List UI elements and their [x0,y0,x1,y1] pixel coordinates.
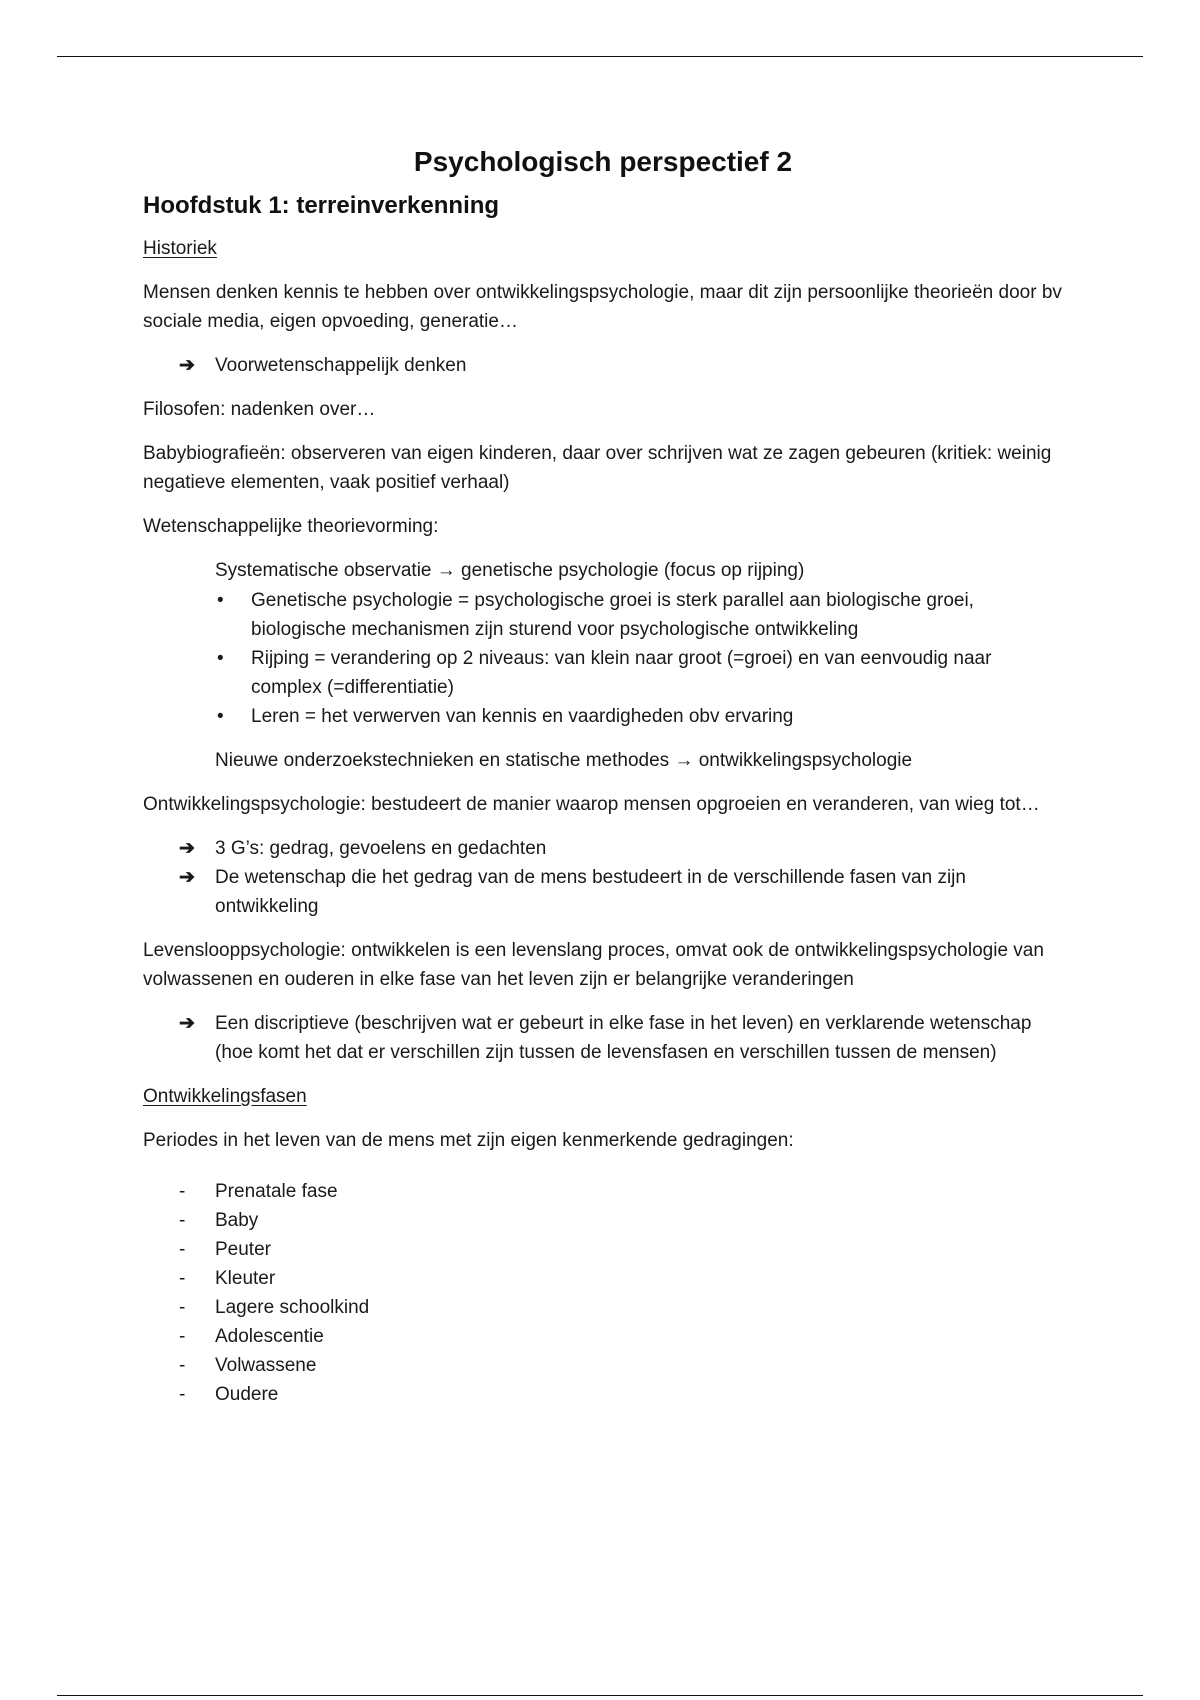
arrow-item-text: Voorwetenschappelijk denken [215,355,467,376]
phase-item-text: Kleuter [215,1268,276,1289]
arrow-item [143,1009,1063,1067]
dash-icon: - [179,1239,186,1260]
phase-list [143,1177,1063,1409]
dash-icon: - [179,1384,186,1405]
arrow-list-2 [143,834,1063,921]
bullet-item [215,702,1063,731]
arrow-item [143,834,1063,863]
bullet-icon: • [217,648,224,669]
arrow-item [143,351,1063,380]
paragraph-wetenschappelijk: Wetenschappelijke theorievorming: [143,516,439,537]
bullet-icon: • [217,590,224,611]
phase-item [143,1351,1063,1380]
phase-item [143,1380,1063,1409]
arrow-right-icon: ➔ [179,838,195,859]
bullet-list [215,586,1063,731]
phase-item [143,1293,1063,1322]
phase-item-text: Oudere [215,1384,279,1405]
arrow-list-3 [143,1009,1063,1067]
paragraph-intro: Mensen denken kennis te hebben over ontwikkelingspsychologie, maar dit zijn persoonlijke theorieën door bv sociale media, eigen opvoeding, generatie… [143,282,1062,332]
section-heading-ontwikkelingsfasen: Ontwikkelingsfasen [143,1086,307,1107]
bullet-icon: • [217,706,224,727]
footer-rule [57,1695,1143,1696]
paragraph-levensloop: Levenslooppsychologie: ontwikkelen is een levenslang proces, omvat ook de ontwikkelingspsychologie van volwassenen en ouderen in elke fase van het leven zijn er belangrijke veranderingen [143,940,1044,990]
header-rule [57,56,1143,57]
arrow-item-text: 3 G’s: gedrag, gevoelens en gedachten [215,838,547,859]
bullet-item-text: Genetische psychologie = psychologische groei is sterk parallel aan biologische groei, biologische mechanismen zijn sturend voor psychologische ontwikkeling [251,590,974,640]
new-techniques-line: Nieuwe onderzoekstechnieken en statische methodes → ontwikkelingspsychologie [215,750,913,771]
indented-block [143,556,1063,775]
arrow-right-icon: ➔ [179,867,195,888]
paragraph-filosofen: Filosofen: nadenken over… [143,399,376,420]
section-heading-historiek: Historiek [143,238,217,259]
phase-item [143,1177,1063,1206]
arrow-item-text: Een discriptieve (beschrijven wat er gebeurt in elke fase in het leven) en verklarende wetenschap (hoe komt het dat er verschillen zijn tussen de levensfasen en verschillen tussen de mensen) [215,1013,1032,1063]
phase-item [143,1264,1063,1293]
phase-item-text: Peuter [215,1239,271,1260]
arrow-right-icon: ➔ [179,1013,195,1034]
phase-item-text: Volwassene [215,1355,317,1376]
dash-icon: - [179,1297,186,1318]
arrow-list-1 [143,351,1063,380]
phase-item [143,1206,1063,1235]
chapter-heading: Hoofdstuk 1: terreinverkenning [143,192,500,219]
bullet-item [215,644,1063,702]
paragraph-periodes: Periodes in het leven van de mens met zijn eigen kenmerkende gedragingen: [143,1130,794,1151]
dash-icon: - [179,1210,186,1231]
arrow-right-icon: ➔ [179,355,195,376]
dash-icon: - [179,1355,186,1376]
phase-item-text: Lagere schoolkind [215,1297,370,1318]
systematic-observation-line: Systematische observatie → genetische psychologie (focus op rijping) [215,560,805,581]
arrow-item-text: De wetenschap die het gedrag van de mens bestudeert in de verschillende fasen van zijn ontwikkeling [215,867,966,917]
phase-item [143,1235,1063,1264]
phase-item-text: Prenatale fase [215,1181,338,1202]
document-title: Psychologisch perspectief 2 [413,146,793,177]
bullet-item [215,586,1063,644]
phase-item-text: Baby [215,1210,259,1231]
paragraph-babybiografieen: Babybiografieën: observeren van eigen kinderen, daar over schrijven wat ze zagen gebeuren (kritiek: weinig negatieve elementen, vaak positief verhaal) [143,443,1052,493]
bullet-item-text: Leren = het verwerven van kennis en vaardigheden obv ervaring [251,706,794,727]
bullet-item-text: Rijping = verandering op 2 niveaus: van klein naar groot (=groei) en van eenvoudig naar complex (=differentiatie) [251,648,992,698]
document-body [143,144,1063,1409]
dash-icon: - [179,1268,186,1289]
paragraph-ontwikkelingspsychologie: Ontwikkelingspsychologie: bestudeert de manier waarop mensen opgroeien en veranderen, van wieg tot… [143,794,1040,815]
dash-icon: - [179,1326,186,1347]
arrow-item [143,863,1063,921]
dash-icon: - [179,1181,186,1202]
phase-item-text: Adolescentie [215,1326,324,1347]
phase-item [143,1322,1063,1351]
